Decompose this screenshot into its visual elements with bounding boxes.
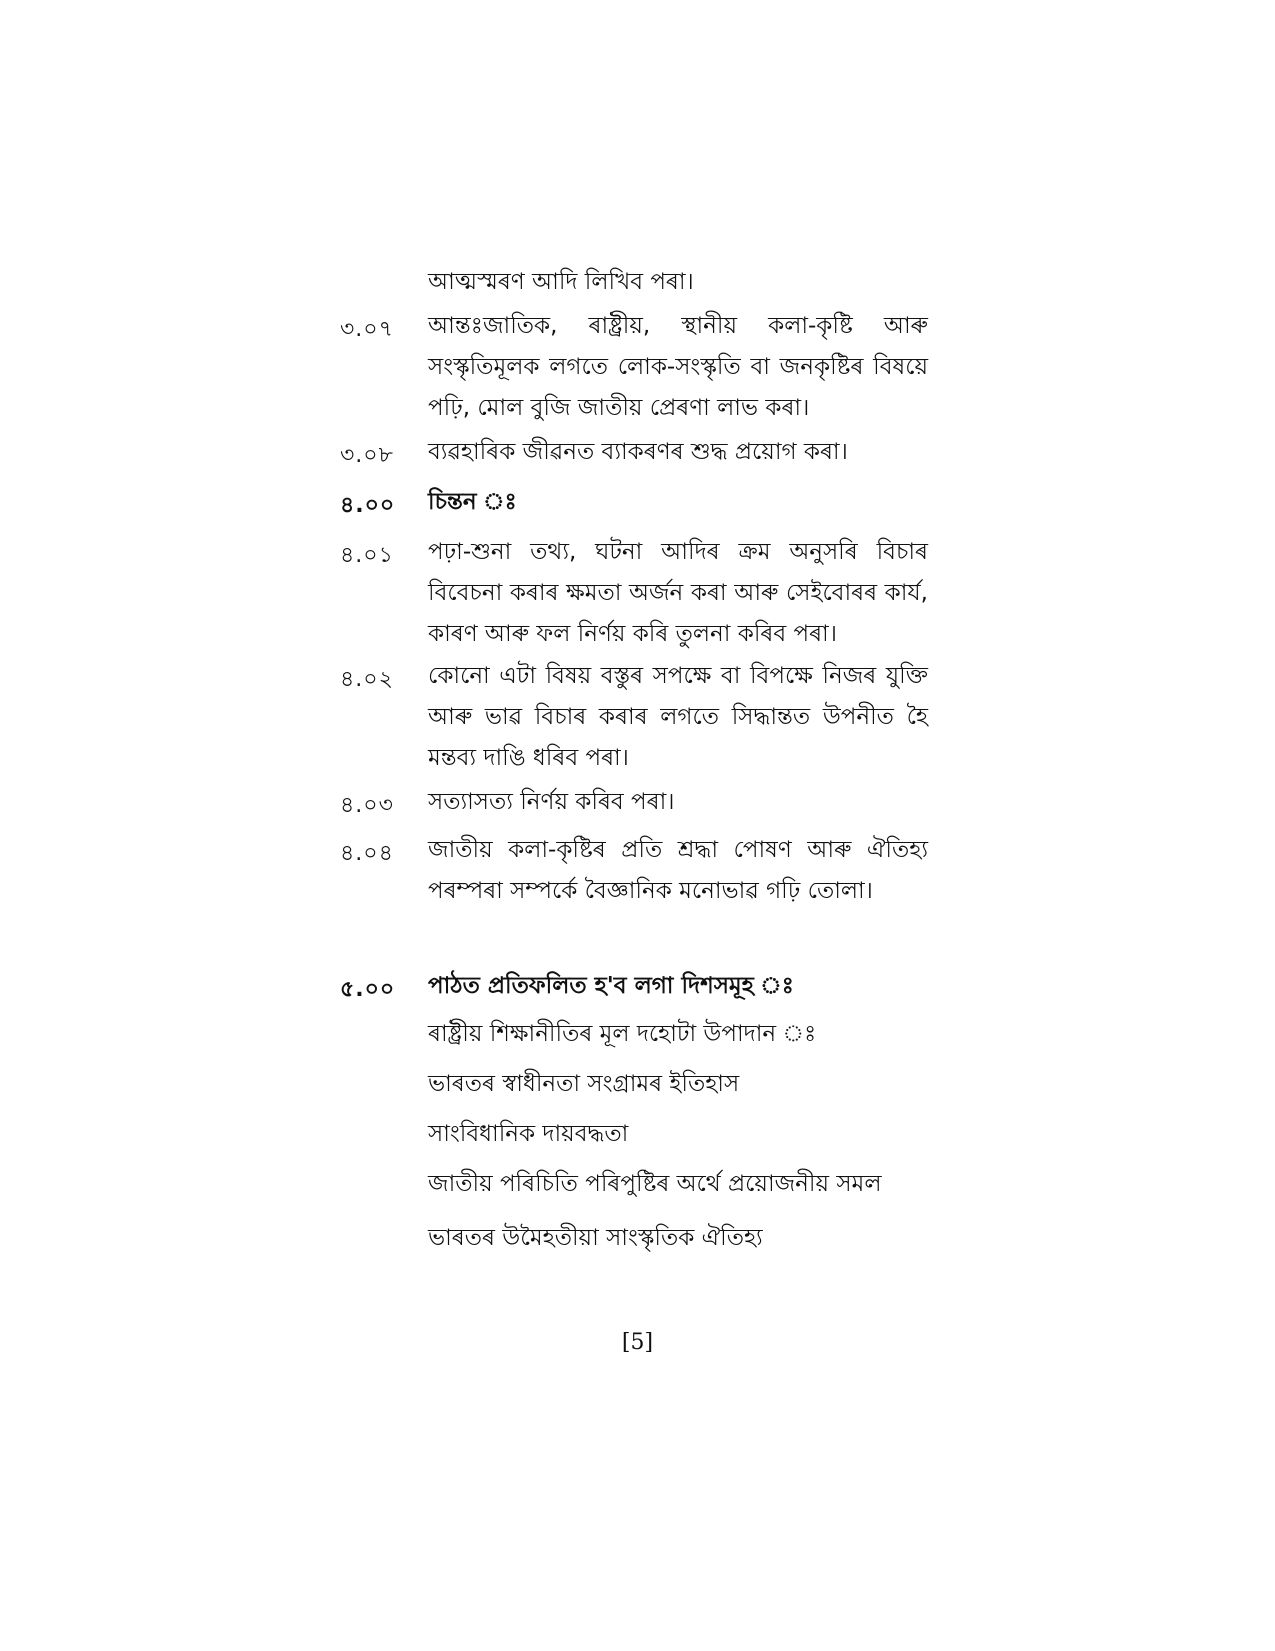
sub-item: ভাৰতৰ উমৈহতীয়া সাংস্কৃতিক ঐতিহ্য [428,1225,763,1251]
sub-item: ৰাষ্ট্ৰীয় শিক্ষানীতিৰ মূল দহোটা উপাদান ঃ [428,1021,817,1047]
section-heading: পাঠত প্ৰতিফলিত হ'ব লগা দিশসমূহ ঃ [428,973,794,999]
section-heading: চিন্তন ঃ [428,489,517,515]
continuation-line: আত্মস্মৰণ আদি লিখিব পৰা। [428,269,694,295]
item-text: জাতীয় কলা-কৃষ্টিৰ প্ৰতি শ্ৰদ্ধা পোষণ আৰু ঐতিহ্য পৰম্পৰা সম্পৰ্কে বৈজ্ঞানিক মনোভাৱ গঢ়ি তোলা। [428,837,928,904]
item-text: আন্তঃজাতিক, ৰাষ্ট্ৰীয়, স্থানীয় কলা-কৃষ্টি আৰু সংস্কৃতিমূলক লগতে লোক-সংস্কৃতি বা জনকৃষ্টিৰ বিষয়ে পঢ়ি, মোল বুজি জাতীয় প্ৰেৰণা লাভ কৰা। [428,313,928,421]
item-number: ৪.০১ [340,543,394,568]
sub-item: সাংবিধানিক দায়বদ্ধতা [428,1121,629,1147]
item-text: কোনো এটা বিষয় বস্তুৰ সপক্ষে বা বিপক্ষে নিজৰ যুক্তি আৰু ভাৱ বিচাৰ কৰাৰ লগতে সিদ্ধান্তত উপনীত হৈ মন্তব্য দাঙি ধৰিব পৰা। [428,663,928,771]
item-text: পঢ়া-শুনা তথ্য, ঘটনা আদিৰ ক্ৰম অনুসৰি বিচাৰ বিবেচনা কৰাৰ ক্ষমতা অৰ্জন কৰা আৰু সেইবোৰৰ কাৰ্য, কাৰণ আৰু ফল নিৰ্ণয় কৰি তুলনা কৰিব পৰা। [428,539,928,647]
sub-item: জাতীয় পৰিচিতি পৰিপুষ্টিৰ অৰ্থে প্ৰয়োজনীয় সমল [428,1171,882,1197]
item-number: ৪.০২ [340,667,394,692]
section-number: ৪.০০ [340,493,396,518]
item-text: সত্যাসত্য নিৰ্ণয় কৰিব পৰা। [428,789,675,815]
item-text: ব্যৱহাৰিক জীৱনত ব্যাকৰণৰ শুদ্ধ প্ৰয়োগ কৰা। [428,439,848,465]
item-number: ৩.০৮ [340,443,394,468]
item-number: ৪.০৪ [340,841,394,866]
section-number: ৫.০০ [340,977,396,1002]
page-number: [5] [621,1330,654,1355]
item-number: ৪.০৩ [340,793,394,818]
item-number: ৩.০৭ [340,317,394,342]
sub-item: ভাৰতৰ স্বাধীনতা সংগ্ৰামৰ ইতিহাস [428,1071,740,1097]
